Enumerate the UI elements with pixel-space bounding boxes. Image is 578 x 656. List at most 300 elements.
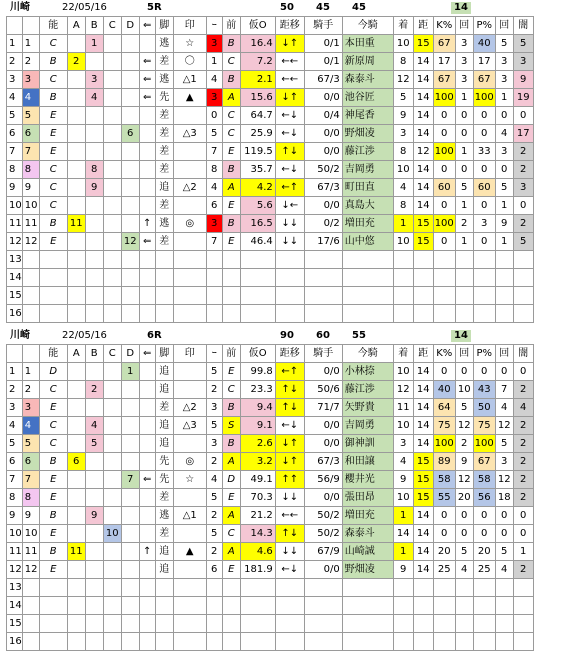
arrow-cell bbox=[139, 561, 155, 579]
distance-move-cell: ↑↓ bbox=[275, 381, 304, 399]
col-a-cell bbox=[67, 197, 85, 215]
distance-move-cell: ←← bbox=[275, 507, 304, 525]
column-header: 騎手 bbox=[304, 345, 342, 363]
col-d-cell bbox=[121, 399, 139, 417]
empty-cell bbox=[103, 597, 121, 615]
jockey-rate-cell: 0/0 bbox=[304, 125, 342, 143]
gate-cell: 8 bbox=[206, 161, 222, 179]
col-c-cell bbox=[103, 363, 121, 381]
empty-cell bbox=[413, 633, 433, 651]
col-c-cell bbox=[103, 471, 121, 489]
table-row[interactable] bbox=[7, 71, 534, 89]
col-c-cell bbox=[103, 71, 121, 89]
ability-cell: E bbox=[39, 233, 67, 251]
col-c-cell bbox=[103, 381, 121, 399]
table-row[interactable] bbox=[7, 507, 534, 525]
style-cell: 逃 bbox=[155, 215, 173, 233]
empty-cell bbox=[222, 579, 240, 597]
col-a-cell: 2 bbox=[67, 53, 85, 71]
arrow-cell bbox=[139, 125, 155, 143]
ability-cell: B bbox=[39, 53, 67, 71]
column-header: 能 bbox=[39, 345, 67, 363]
empty-cell bbox=[206, 287, 222, 305]
p-percent-cell: 100 bbox=[473, 89, 495, 107]
arrow-cell bbox=[139, 399, 155, 417]
table-row[interactable] bbox=[7, 399, 534, 417]
row-index-cell: 7 bbox=[7, 143, 23, 161]
jockey-rate-cell: 71/7 bbox=[304, 399, 342, 417]
empty-cell bbox=[513, 597, 533, 615]
k-percent-cell: 55 bbox=[433, 489, 455, 507]
col-b-cell bbox=[85, 53, 103, 71]
k-percent-cell: 0 bbox=[433, 197, 455, 215]
row-index-cell: 15 bbox=[7, 287, 23, 305]
empty-cell bbox=[103, 269, 121, 287]
col-a-cell: 11 bbox=[67, 543, 85, 561]
p-percent-cell: 67 bbox=[473, 453, 495, 471]
k-percent-cell: 25 bbox=[433, 561, 455, 579]
table-row[interactable] bbox=[7, 363, 534, 381]
p-count-cell: 7 bbox=[495, 381, 513, 399]
front-cell: E bbox=[222, 143, 240, 161]
table-row[interactable] bbox=[7, 471, 534, 489]
arrow-cell bbox=[139, 507, 155, 525]
row-index-cell: 15 bbox=[7, 615, 23, 633]
empty-row bbox=[7, 615, 534, 633]
empty-cell bbox=[206, 597, 222, 615]
col-b-cell: 9 bbox=[85, 507, 103, 525]
table-row[interactable] bbox=[7, 125, 534, 143]
distance-cell: 14 bbox=[413, 161, 433, 179]
col-c-cell bbox=[103, 161, 121, 179]
empty-cell bbox=[121, 597, 139, 615]
k-count-cell: 3 bbox=[455, 53, 473, 71]
k-percent-cell: 0 bbox=[433, 363, 455, 381]
table-row[interactable] bbox=[7, 197, 534, 215]
finish-cell: 8 bbox=[393, 197, 413, 215]
empty-cell bbox=[495, 579, 513, 597]
column-header: 印 bbox=[173, 345, 206, 363]
dark-cell: 5 bbox=[513, 233, 533, 251]
ability-cell: C bbox=[39, 179, 67, 197]
ability-cell: B bbox=[39, 507, 67, 525]
gate-cell: 2 bbox=[206, 543, 222, 561]
jockey-name-cell: 森泰斗 bbox=[342, 71, 393, 89]
jockey-rate-cell: 50/2 bbox=[304, 507, 342, 525]
empty-cell bbox=[342, 251, 393, 269]
col-d-cell bbox=[121, 507, 139, 525]
table-row[interactable] bbox=[7, 489, 534, 507]
distance-cell: 15 bbox=[413, 35, 433, 53]
track-name: 川崎 bbox=[10, 330, 30, 341]
empty-cell bbox=[173, 269, 206, 287]
empty-cell bbox=[513, 579, 533, 597]
empty-cell bbox=[173, 633, 206, 651]
empty-cell bbox=[275, 633, 304, 651]
arrow-cell: ⇐ bbox=[139, 53, 155, 71]
horse-number-cell: 11 bbox=[22, 215, 39, 233]
column-header: C bbox=[103, 345, 121, 363]
p-count-cell: 1 bbox=[495, 197, 513, 215]
empty-cell bbox=[103, 615, 121, 633]
finish-cell: 10 bbox=[393, 363, 413, 381]
odds-cell: 119.5 bbox=[240, 143, 275, 161]
col-a-cell bbox=[67, 399, 85, 417]
empty-cell bbox=[413, 305, 433, 323]
empty-cell bbox=[206, 579, 222, 597]
dark-cell: 2 bbox=[513, 561, 533, 579]
ability-cell: C bbox=[39, 381, 67, 399]
table-row[interactable] bbox=[7, 179, 534, 197]
column-header: 能 bbox=[39, 17, 67, 35]
dark-cell: 3 bbox=[513, 53, 533, 71]
col-d-cell bbox=[121, 543, 139, 561]
column-header: 前 bbox=[222, 345, 240, 363]
finish-cell: 10 bbox=[393, 417, 413, 435]
col-d-cell bbox=[121, 197, 139, 215]
jockey-name-cell: 御神訓 bbox=[342, 435, 393, 453]
table-row[interactable] bbox=[7, 143, 534, 161]
col-d-cell bbox=[121, 489, 139, 507]
odds-cell: 14.3 bbox=[240, 525, 275, 543]
odds-cell: 4.6 bbox=[240, 543, 275, 561]
column-header: D bbox=[121, 345, 139, 363]
finish-cell: 14 bbox=[393, 525, 413, 543]
finish-cell: 1 bbox=[393, 543, 413, 561]
mark-cell: 〇 bbox=[173, 53, 206, 71]
gate-cell: 3 bbox=[206, 215, 222, 233]
column-header: ⇐ bbox=[139, 345, 155, 363]
col-d-cell bbox=[121, 561, 139, 579]
p-count-cell: 3 bbox=[495, 143, 513, 161]
jockey-name-cell: 矢野貴 bbox=[342, 399, 393, 417]
horse-number-cell: 1 bbox=[22, 363, 39, 381]
distance-move-cell: ←↑ bbox=[275, 363, 304, 381]
empty-cell bbox=[206, 633, 222, 651]
race-sheet-5r bbox=[0, 0, 578, 319]
horse-number-cell: 3 bbox=[22, 399, 39, 417]
empty-cell bbox=[85, 597, 103, 615]
empty-cell bbox=[304, 305, 342, 323]
k-percent-cell: 75 bbox=[433, 417, 455, 435]
row-index-cell: 6 bbox=[7, 125, 23, 143]
jockey-rate-cell: 0/0 bbox=[304, 417, 342, 435]
empty-cell bbox=[473, 615, 495, 633]
jockey-name-cell: 櫻井光 bbox=[342, 471, 393, 489]
table-row[interactable] bbox=[7, 107, 534, 125]
jockey-rate-cell: 67/3 bbox=[304, 453, 342, 471]
empty-cell bbox=[155, 251, 173, 269]
mark-cell: △2 bbox=[173, 399, 206, 417]
gate-cell: 3 bbox=[206, 399, 222, 417]
arrow-cell: ⇐ bbox=[139, 471, 155, 489]
horse-number-cell: 8 bbox=[22, 489, 39, 507]
p-count-cell: 0 bbox=[495, 507, 513, 525]
jockey-rate-cell: 0/0 bbox=[304, 435, 342, 453]
empty-cell bbox=[240, 287, 275, 305]
gate-cell: 5 bbox=[206, 417, 222, 435]
row-index-cell: 16 bbox=[7, 633, 23, 651]
table-row[interactable] bbox=[7, 561, 534, 579]
table-row[interactable] bbox=[7, 89, 534, 107]
table-row[interactable] bbox=[7, 161, 534, 179]
empty-cell bbox=[413, 269, 433, 287]
horse-number-cell: 12 bbox=[22, 561, 39, 579]
p-count-cell: 18 bbox=[495, 489, 513, 507]
table-row[interactable] bbox=[7, 435, 534, 453]
jockey-rate-cell: 67/9 bbox=[304, 543, 342, 561]
empty-cell bbox=[495, 597, 513, 615]
horse-number-cell: 6 bbox=[22, 125, 39, 143]
row-index-cell: 13 bbox=[7, 251, 23, 269]
col-c-cell bbox=[103, 417, 121, 435]
col-c-cell bbox=[103, 53, 121, 71]
empty-cell bbox=[495, 305, 513, 323]
front-cell: E bbox=[222, 233, 240, 251]
empty-cell bbox=[67, 251, 85, 269]
horse-number-cell: 2 bbox=[22, 53, 39, 71]
col-a-cell bbox=[67, 525, 85, 543]
dark-cell: 2 bbox=[513, 215, 533, 233]
odds-cell: 21.2 bbox=[240, 507, 275, 525]
row-index-cell: 11 bbox=[7, 215, 23, 233]
row-index-cell: 9 bbox=[7, 507, 23, 525]
distance-move-cell: ↓↓ bbox=[275, 215, 304, 233]
odds-cell: 25.9 bbox=[240, 125, 275, 143]
col-c-cell bbox=[103, 561, 121, 579]
col-d-cell: 1 bbox=[121, 363, 139, 381]
col-a-cell bbox=[67, 71, 85, 89]
table-row[interactable] bbox=[7, 381, 534, 399]
distance-move-cell: ↓↑ bbox=[275, 89, 304, 107]
empty-cell bbox=[304, 633, 342, 651]
empty-cell bbox=[39, 597, 67, 615]
col-c-cell bbox=[103, 399, 121, 417]
jockey-name-cell: 山中悠 bbox=[342, 233, 393, 251]
finish-cell: 1 bbox=[393, 215, 413, 233]
dark-cell: 2 bbox=[513, 489, 533, 507]
distance-move-cell: ↓← bbox=[275, 197, 304, 215]
empty-cell bbox=[39, 251, 67, 269]
empty-cell bbox=[139, 287, 155, 305]
column-header: 騎手 bbox=[304, 17, 342, 35]
empty-cell bbox=[433, 305, 455, 323]
empty-cell bbox=[413, 287, 433, 305]
arrow-cell: ↑ bbox=[139, 543, 155, 561]
k-percent-cell: 0 bbox=[433, 107, 455, 125]
col-a-cell bbox=[67, 161, 85, 179]
col-d-cell bbox=[121, 89, 139, 107]
empty-cell bbox=[121, 251, 139, 269]
p-count-cell: 12 bbox=[495, 417, 513, 435]
empty-cell bbox=[155, 579, 173, 597]
arrow-cell: ⇐ bbox=[139, 89, 155, 107]
k-percent-cell: 0 bbox=[433, 507, 455, 525]
mark-cell bbox=[173, 489, 206, 507]
mark-cell: △1 bbox=[173, 507, 206, 525]
empty-cell bbox=[67, 579, 85, 597]
column-header: 仮O bbox=[240, 17, 275, 35]
empty-cell bbox=[473, 633, 495, 651]
jockey-rate-cell: 56/9 bbox=[304, 471, 342, 489]
distance-move-cell: ↓↑ bbox=[275, 435, 304, 453]
dark-cell: 0 bbox=[513, 107, 533, 125]
column-header: 闇 bbox=[513, 17, 533, 35]
front-cell: S bbox=[222, 417, 240, 435]
jockey-name-cell: 吉岡勇 bbox=[342, 417, 393, 435]
dark-cell: 2 bbox=[513, 143, 533, 161]
column-header: 印 bbox=[173, 17, 206, 35]
table-row[interactable] bbox=[7, 215, 534, 233]
empty-cell bbox=[513, 287, 533, 305]
finish-cell: 3 bbox=[393, 435, 413, 453]
k-count-cell: 12 bbox=[455, 471, 473, 489]
empty-cell bbox=[67, 633, 85, 651]
k-count-cell: 0 bbox=[455, 507, 473, 525]
column-header: 回 bbox=[495, 345, 513, 363]
gate-cell: 7 bbox=[206, 233, 222, 251]
style-cell: 差 bbox=[155, 107, 173, 125]
ability-cell: C bbox=[39, 35, 67, 53]
empty-cell bbox=[473, 251, 495, 269]
k-percent-cell: 100 bbox=[433, 143, 455, 161]
empty-cell bbox=[206, 615, 222, 633]
col-a-cell bbox=[67, 143, 85, 161]
column-header: P% bbox=[473, 17, 495, 35]
race-header bbox=[0, 328, 578, 344]
p-percent-cell: 40 bbox=[473, 35, 495, 53]
empty-cell bbox=[433, 287, 455, 305]
jockey-rate-cell: 0/0 bbox=[304, 89, 342, 107]
empty-row bbox=[7, 579, 534, 597]
empty-cell bbox=[473, 579, 495, 597]
odds-cell: 49.1 bbox=[240, 471, 275, 489]
track-name: 川崎 bbox=[10, 2, 30, 13]
gate-cell: 0 bbox=[206, 107, 222, 125]
col-b-cell bbox=[85, 561, 103, 579]
empty-cell bbox=[433, 269, 455, 287]
empty-cell bbox=[155, 269, 173, 287]
empty-cell bbox=[22, 287, 39, 305]
col-d-cell bbox=[121, 179, 139, 197]
mark-cell bbox=[173, 525, 206, 543]
empty-cell bbox=[304, 597, 342, 615]
table-row[interactable] bbox=[7, 35, 534, 53]
k-percent-cell: 67 bbox=[433, 35, 455, 53]
k-percent-cell: 0 bbox=[433, 125, 455, 143]
table-row[interactable] bbox=[7, 53, 534, 71]
p-count-cell: 5 bbox=[495, 179, 513, 197]
odds-cell: 70.3 bbox=[240, 489, 275, 507]
col-d-cell: 6 bbox=[121, 125, 139, 143]
col-c-cell: 10 bbox=[103, 525, 121, 543]
empty-cell bbox=[139, 251, 155, 269]
col-a-cell bbox=[67, 507, 85, 525]
col-b-cell bbox=[85, 143, 103, 161]
distance-move-cell: ←↑ bbox=[275, 179, 304, 197]
style-cell: 追 bbox=[155, 543, 173, 561]
jockey-name-cell: 池谷匠 bbox=[342, 89, 393, 107]
distance-move-cell: ↓↑ bbox=[275, 453, 304, 471]
row-index-cell: 12 bbox=[7, 561, 23, 579]
empty-cell bbox=[139, 615, 155, 633]
empty-cell bbox=[455, 287, 473, 305]
col-d-cell: 12 bbox=[121, 233, 139, 251]
gate-cell: 6 bbox=[206, 197, 222, 215]
k-count-cell: 0 bbox=[455, 525, 473, 543]
col-b-cell: 9 bbox=[85, 179, 103, 197]
empty-cell bbox=[85, 269, 103, 287]
ability-cell: D bbox=[39, 363, 67, 381]
col-a-cell bbox=[67, 471, 85, 489]
mark-cell bbox=[173, 143, 206, 161]
mark-cell bbox=[173, 233, 206, 251]
jockey-name-cell: 藤江渉 bbox=[342, 381, 393, 399]
jockey-rate-cell: 0/0 bbox=[304, 489, 342, 507]
table-row[interactable] bbox=[7, 453, 534, 471]
empty-cell bbox=[433, 615, 455, 633]
col-d-cell bbox=[121, 143, 139, 161]
table-row[interactable] bbox=[7, 417, 534, 435]
horse-number-cell: 4 bbox=[22, 89, 39, 107]
front-cell: B bbox=[222, 435, 240, 453]
gate-cell: 2 bbox=[206, 507, 222, 525]
k-percent-cell: 64 bbox=[433, 399, 455, 417]
horse-number-cell: 12 bbox=[22, 233, 39, 251]
p-count-cell: 1 bbox=[495, 233, 513, 251]
score-3: 55 bbox=[352, 330, 366, 341]
p-percent-cell: 0 bbox=[473, 197, 495, 215]
row-index-cell: 1 bbox=[7, 35, 23, 53]
empty-row bbox=[7, 251, 534, 269]
empty-cell bbox=[393, 269, 413, 287]
empty-cell bbox=[85, 287, 103, 305]
finish-cell: 8 bbox=[393, 143, 413, 161]
arrow-cell bbox=[139, 197, 155, 215]
distance-cell: 14 bbox=[413, 525, 433, 543]
jockey-name-cell: 山崎誠 bbox=[342, 543, 393, 561]
empty-cell bbox=[22, 305, 39, 323]
distance-cell: 14 bbox=[413, 399, 433, 417]
jockey-rate-cell: 0/1 bbox=[304, 35, 342, 53]
finish-cell: 9 bbox=[393, 561, 413, 579]
style-cell: 差 bbox=[155, 489, 173, 507]
col-d-cell bbox=[121, 53, 139, 71]
empty-cell bbox=[222, 305, 240, 323]
table-row[interactable] bbox=[7, 233, 534, 251]
empty-cell bbox=[22, 269, 39, 287]
p-count-cell: 0 bbox=[495, 107, 513, 125]
p-count-cell: 12 bbox=[495, 471, 513, 489]
header-row bbox=[7, 17, 534, 35]
jockey-rate-cell: 0/0 bbox=[304, 561, 342, 579]
style-cell: 追 bbox=[155, 435, 173, 453]
table-row[interactable] bbox=[7, 543, 534, 561]
col-c-cell bbox=[103, 197, 121, 215]
empty-cell bbox=[433, 597, 455, 615]
table-row[interactable] bbox=[7, 525, 534, 543]
col-b-cell: 1 bbox=[85, 35, 103, 53]
distance-move-cell: ↓↓ bbox=[275, 233, 304, 251]
col-b-cell bbox=[85, 453, 103, 471]
empty-cell bbox=[513, 251, 533, 269]
p-count-cell: 0 bbox=[495, 161, 513, 179]
distance-move-cell: ←↓ bbox=[275, 107, 304, 125]
empty-cell bbox=[155, 633, 173, 651]
jockey-name-cell: 町田直 bbox=[342, 179, 393, 197]
distance-cell: 15 bbox=[413, 453, 433, 471]
dark-cell: 2 bbox=[513, 471, 533, 489]
